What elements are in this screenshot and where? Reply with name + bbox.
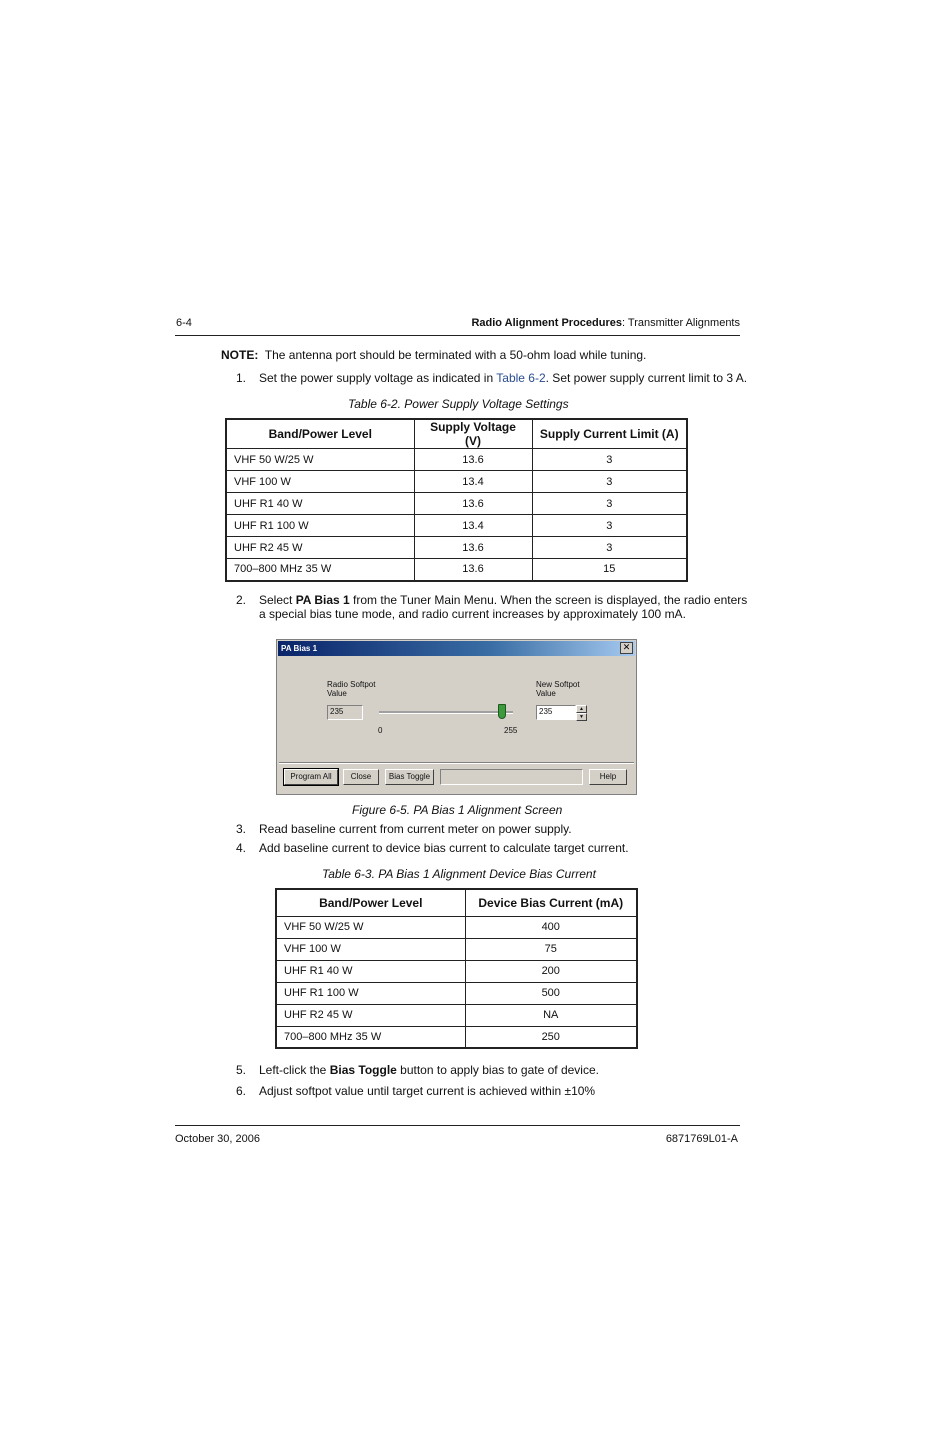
section-subtitle: : Transmitter Alignments — [622, 317, 740, 329]
column-header: Supply Current Limit (A) — [532, 419, 687, 449]
table-cell: UHF R1 40 W — [276, 960, 465, 982]
note-text: The antenna port should be terminated with a 50-ohm load while tuning. — [264, 348, 647, 362]
table-cell: 13.4 — [414, 515, 532, 537]
step-bold: Bias Toggle — [329, 1063, 397, 1077]
step-number: 4. — [235, 841, 246, 855]
running-header — [471, 317, 740, 329]
table-6-2 — [225, 418, 688, 582]
step-text: a special bias tune mode, and radio current increases by approximately 100 mA. — [259, 607, 686, 621]
new-softpot-label — [536, 680, 580, 698]
label-line: Value — [536, 689, 556, 698]
table-6-2-caption: Table 6-2. Power Supply Voltage Settings — [348, 397, 569, 411]
table-6-3-caption: Table 6-3. PA Bias 1 Alignment Device Bias Current — [322, 867, 596, 881]
table-row — [226, 449, 687, 471]
table-cell: 200 — [465, 960, 637, 982]
table-cell: 13.6 — [414, 559, 532, 581]
label-line: New Softpot — [536, 680, 580, 689]
step-text: Left-click the — [259, 1063, 330, 1077]
page-number: 6-4 — [176, 317, 192, 329]
step-text: . Set power supply current limit to 3 A. — [545, 371, 748, 385]
help-button[interactable]: Help — [589, 769, 627, 785]
spin-up-button[interactable]: ▲ — [576, 705, 587, 713]
footer-doc-number: 6871769L01-A — [665, 1133, 738, 1145]
step-number: 2. — [235, 593, 246, 607]
table-cell: UHF R2 45 W — [276, 1004, 465, 1026]
table-row — [276, 938, 637, 960]
table-cell: 15 — [532, 559, 687, 581]
table-row — [226, 515, 687, 537]
table-cell: 400 — [465, 916, 637, 938]
step-text: from the Tuner Main Menu. When the screen is displayed, the radio enters — [349, 593, 748, 607]
slider-max-label: 255 — [504, 726, 518, 735]
table-cell: 3 — [532, 471, 687, 493]
step-number: 3. — [235, 822, 246, 836]
figure-6-5-caption: Figure 6-5. PA Bias 1 Alignment Screen — [352, 803, 563, 817]
table-cell: 250 — [465, 1026, 637, 1048]
table-header-row — [276, 889, 637, 916]
table-cell: VHF 100 W — [276, 938, 465, 960]
slider-thumb[interactable] — [498, 704, 506, 719]
label-line: Value — [327, 689, 347, 698]
radio-softpot-label — [327, 680, 375, 698]
table-6-3 — [275, 888, 638, 1049]
section-title: Radio Alignment Procedures — [471, 317, 622, 329]
table-cell: VHF 50 W/25 W — [226, 449, 414, 471]
table-row — [226, 471, 687, 493]
table-header-row — [226, 419, 687, 449]
radio-softpot-value: 235 — [327, 705, 363, 720]
step-number: 6. — [235, 1084, 246, 1098]
step-text: Set the power supply voltage as indicated in — [259, 371, 497, 385]
program-all-button[interactable]: Program All — [284, 769, 338, 785]
table-cell: 13.4 — [414, 471, 532, 493]
spin-down-button[interactable]: ▼ — [576, 713, 587, 721]
step-text: Select — [259, 593, 296, 607]
note-label: NOTE: — [221, 348, 259, 362]
slider-min-label: 0 — [378, 726, 383, 735]
table-cell: 3 — [532, 449, 687, 471]
dialog-title-bar — [278, 641, 635, 656]
table-row — [276, 916, 637, 938]
table-cell: NA — [465, 1004, 637, 1026]
close-button[interactable]: Close — [343, 769, 379, 785]
header-rule — [175, 335, 740, 336]
new-softpot-input[interactable]: 235 — [536, 705, 576, 720]
table-cell: UHF R1 40 W — [226, 493, 414, 515]
dialog-title: PA Bias 1 — [281, 644, 318, 653]
step-bold: PA Bias 1 — [295, 593, 350, 607]
step-2 — [230, 593, 750, 623]
table-cell: UHF R1 100 W — [276, 982, 465, 1004]
pa-bias-dialog — [276, 639, 637, 795]
table-cell: VHF 100 W — [226, 471, 414, 493]
table-row — [226, 493, 687, 515]
column-header: Band/Power Level — [276, 889, 465, 916]
table-6-2-link[interactable]: Table 6-2 — [496, 371, 546, 385]
table-row — [276, 1026, 637, 1048]
step-text: Adjust softpot value until target current is achieved within ±10% — [259, 1084, 596, 1098]
table-cell: 75 — [465, 938, 637, 960]
table-row — [226, 559, 687, 581]
step-text: Add baseline current to device bias current to calculate target current. — [259, 841, 629, 855]
label-line: Radio Softpot — [327, 680, 376, 689]
step-text: Read baseline current from current meter on power supply. — [259, 822, 572, 836]
table-row — [276, 982, 637, 1004]
table-row — [226, 537, 687, 559]
table-row — [276, 1004, 637, 1026]
table-cell: 3 — [532, 537, 687, 559]
column-header: Supply Voltage (V) — [414, 419, 532, 449]
step-number: 5. — [235, 1063, 246, 1077]
close-icon[interactable]: ✕ — [620, 642, 633, 654]
table-cell: 700–800 MHz 35 W — [276, 1026, 465, 1048]
table-cell: 13.6 — [414, 449, 532, 471]
table-cell: 700–800 MHz 35 W — [226, 559, 414, 581]
table-cell: VHF 50 W/25 W — [276, 916, 465, 938]
table-cell: 500 — [465, 982, 637, 1004]
table-cell: 3 — [532, 493, 687, 515]
column-header: Device Bias Current (mA) — [465, 889, 637, 916]
table-cell: 3 — [532, 515, 687, 537]
footer-rule — [175, 1125, 740, 1126]
table-cell: UHF R1 100 W — [226, 515, 414, 537]
step-text: button to apply bias to gate of device. — [396, 1063, 599, 1077]
dialog-separator — [279, 762, 634, 764]
step-number: 1. — [235, 371, 246, 385]
note — [221, 348, 646, 362]
table-row — [276, 960, 637, 982]
bias-toggle-button[interactable]: Bias Toggle — [385, 769, 434, 785]
status-field — [440, 769, 583, 785]
footer-date: October 30, 2006 — [175, 1133, 261, 1145]
table-cell: 13.6 — [414, 493, 532, 515]
column-header: Band/Power Level — [226, 419, 414, 449]
table-cell: UHF R2 45 W — [226, 537, 414, 559]
table-cell: 13.6 — [414, 537, 532, 559]
slider-track[interactable] — [379, 711, 513, 714]
